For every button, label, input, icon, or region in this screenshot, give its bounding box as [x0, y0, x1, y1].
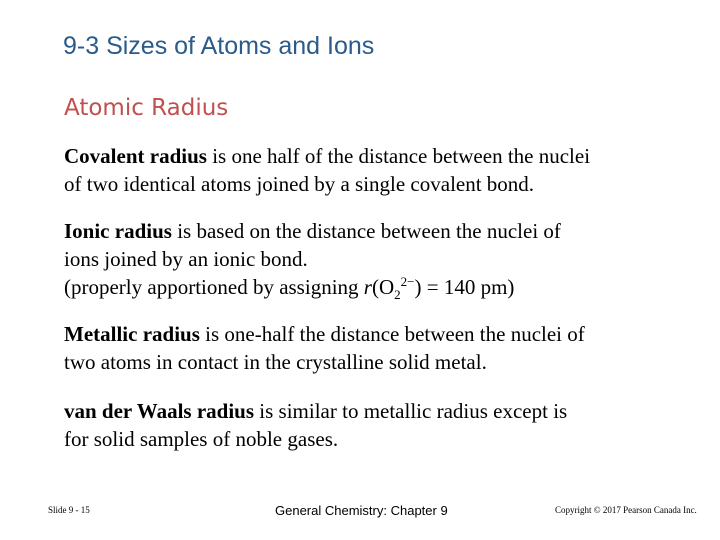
slide-number: Slide 9 - 15 [48, 505, 90, 515]
covalent-term: Covalent radius [64, 144, 207, 168]
covalent-line-1-text: is one half of the distance between the nuclei [206, 144, 591, 168]
covalent-line-1 [64, 142, 704, 170]
footer-course: General Chemistry: Chapter 9 [275, 503, 448, 518]
metallic-radius-paragraph [64, 320, 704, 376]
section-subtitle: Atomic Radius [64, 95, 229, 121]
vdw-line-1-text: is similar to metallic radius except is [254, 399, 568, 423]
ionic-line-3 [64, 273, 704, 301]
peroxide-subscript: 2 [394, 287, 401, 303]
metallic-line-1-text: is one-half the distance between the nuclei of [199, 322, 585, 346]
ionic-radius-paragraph [64, 217, 704, 301]
ionic-term: Ionic radius [64, 219, 172, 243]
ionic-line-3-prefix: (properly apportioned by assigning [64, 275, 364, 299]
peroxide-formula: (O [371, 275, 395, 299]
ionic-line-2: ions joined by an ionic bond. [64, 247, 308, 271]
covalent-radius-paragraph [64, 142, 704, 198]
ionic-line-3-suffix: ) = 140 pm) [414, 275, 515, 299]
metallic-line-1 [64, 320, 704, 348]
metallic-line-2: two atoms in contact in the crystalline solid metal. [64, 350, 487, 374]
footer-copyright: Copyright © 2017 Pearson Canada Inc. [555, 505, 697, 515]
van-der-waals-radius-paragraph [64, 397, 704, 453]
metallic-term: Metallic radius [64, 322, 200, 346]
vdw-line-2: for solid samples of noble gases. [64, 427, 339, 451]
radius-symbol: r [363, 275, 372, 299]
vdw-term: van der Waals radius [64, 399, 255, 423]
peroxide-charge: 2− [400, 274, 415, 289]
slide-title: 9-3 Sizes of Atoms and Ions [63, 32, 375, 60]
ionic-line-1-text: is based on the distance between the nuclei of [171, 219, 561, 243]
vdw-line-1 [64, 397, 704, 425]
ionic-line-1 [64, 217, 704, 245]
covalent-line-2: of two identical atoms joined by a single covalent bond. [64, 172, 535, 196]
